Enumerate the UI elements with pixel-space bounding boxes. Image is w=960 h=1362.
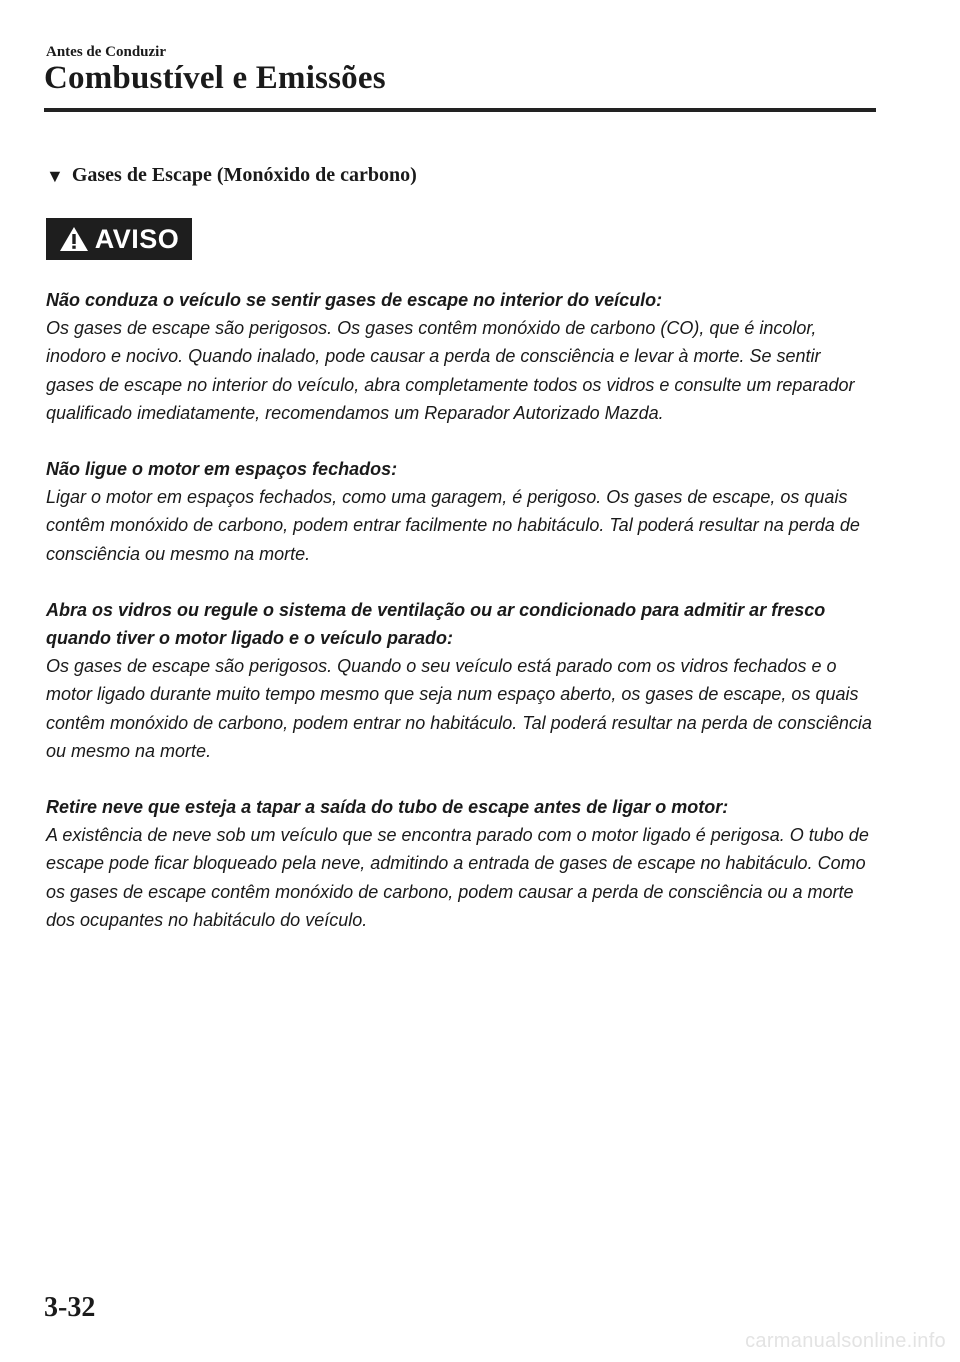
warning-list xyxy=(46,286,872,962)
warning-text: Ligar o motor em espaços fechados, como uma garagem, é perigoso. Os gases de escape, os quais contêm monóxido de carbono, podem entrar facilmente no habitáculo. Tal poderá resultar na perda de consciência ou mesmo na morte. xyxy=(46,487,860,564)
section-title: Gases de Escape (Monóxido de carbono) xyxy=(71,164,417,186)
warning-heading: Não conduza o veículo se sentir gases de escape no interior do veículo: xyxy=(46,290,663,310)
warning-item xyxy=(46,596,872,765)
warning-heading: Retire neve que esteja a tapar a saída do tubo de escape antes de ligar o motor: xyxy=(46,797,729,818)
warning-item xyxy=(46,455,872,568)
section-heading xyxy=(46,164,417,187)
warning-item xyxy=(46,793,872,934)
warning-label: AVISO xyxy=(94,223,180,254)
warning-text: Os gases de escape são perigosos. Os gases contêm monóxido de carbono (CO), que é incolor, inodoro e nocivo. Quando inalado, pode causar a perda de consciência e levar à morte. Se sentir gases de escape no interior do veículo, abra completamente todos os vidros e consulte um reparador qualificado imediatamente, recomendamos um Reparador Autorizado Mazda. xyxy=(46,318,855,423)
title-divider xyxy=(44,108,876,112)
warning-badge xyxy=(46,218,192,260)
page-title: Combustível e Emissões xyxy=(44,60,386,96)
warning-triangle-icon xyxy=(59,226,89,252)
warning-heading: Abra os vidros ou regule o sistema de ventilação ou ar condicionado para admitir ar fresco quando tiver o motor ligado e o veículo parado: xyxy=(46,599,826,649)
warning-heading: Não ligue o motor em espaços fechados: xyxy=(46,459,398,480)
down-triangle-icon: ▼ xyxy=(46,165,64,186)
page-number: 3-32 xyxy=(44,1292,96,1323)
watermark: carmanualsonline.info xyxy=(745,1330,946,1352)
warning-text: A existência de neve sob um veículo que se encontra parado com o motor ligado é perigosa. O tubo de escape pode ficar bloqueado pela neve, admitindo a entrada de gases de escape no habitáculo. Como os gases de escape contêm monóxido de carbono, podem causar a perda de consciência ou a morte dos ocupantes no habitáculo do veículo. xyxy=(46,825,869,930)
warning-text: Os gases de escape são perigosos. Quando o seu veículo está parado com os vidros fechados e o motor ligado durante muito tempo mesmo que seja num espaço aberto, os gases de escape, os quais contêm monóxido de carbono, podem entrar no habitáculo. Tal poderá resultar na perda de consciência ou mesmo na morte. xyxy=(46,656,872,761)
warning-item xyxy=(46,286,872,427)
chapter-label: Antes de Conduzir xyxy=(46,44,167,60)
